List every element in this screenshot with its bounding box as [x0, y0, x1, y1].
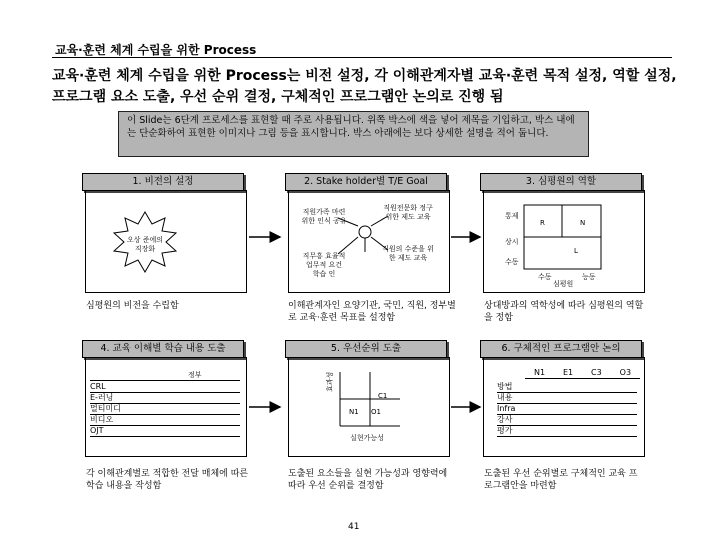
step4-header: 4. 교육 이해별 학습 내용 도출 [82, 340, 244, 358]
step4-desc: 각 이해관계별로 적합한 전달 매체에 따른 학습 내용을 작성함 [86, 469, 249, 491]
step2-header: 2. Stake holder별 T/E Goal [285, 173, 447, 191]
step6-col: C3 [591, 368, 602, 377]
step4-top-rule [90, 380, 240, 381]
step6-row: 강사 [497, 415, 637, 426]
step6-rows [497, 382, 637, 437]
step3-label-top: 통제 [505, 212, 519, 220]
step4-rows [90, 382, 240, 437]
step5-cell-o1: O1 [371, 408, 381, 416]
step1-desc: 심평원의 비전을 수립함 [86, 301, 179, 311]
step5-x-label: 실현가능성 [350, 434, 384, 442]
step3-label-mid: 상시 [505, 238, 519, 246]
step4-row: 비디오 [90, 415, 240, 426]
step5-header: 5. 우선순위 도출 [285, 340, 447, 358]
step3-desc: 상대방과의 역학성에 따라 심평원의 역할을 정함 [484, 301, 644, 323]
step6-header: 6. 구체적인 프로그램안 논의 [480, 340, 642, 358]
step1-star-text: 오상 준에의 직장화 [126, 236, 164, 253]
step5-desc: 도출된 요소들을 실현 가능성과 영향력에 따라 우선 순위를 결정함 [288, 469, 448, 491]
step5-cell-c1: C1 [378, 392, 388, 400]
step6-desc: 도출된 우선 순위별로 구체적인 교육 프로그램안을 마련함 [484, 469, 638, 491]
step2-node-2: 직원전문화 정구 위한 제도 교육 [383, 204, 433, 221]
step1-panel [85, 190, 247, 293]
step6-row: 방법 [497, 382, 637, 393]
step3-header: 3. 심평원의 역할 [480, 173, 642, 191]
step5-y-label: 효과성 [326, 371, 334, 392]
step3-label-bottom: 수동 [505, 258, 519, 266]
step4-row: E-러닝 [90, 393, 240, 404]
step6-col: O3 [619, 368, 632, 377]
step5-cell-n1: N1 [349, 408, 359, 416]
step2-node-3: 직무흥 효율적 업무적 요건 학습 인 [302, 252, 346, 278]
step6-col: N1 [533, 368, 546, 377]
step6-row: 내용 [497, 393, 637, 404]
note-box: 이 Slide는 6단계 프로세스를 표현할 때 주로 사용됩니다. 위쪽 박스에 색을 넣어 제목을 기입하고, 박스 내에는 단순화하여 표현한 이미지나 그림 등을 표시합니다. 박스 아래에는 보다 상세한 설명을 적어 둡니다. [118, 111, 589, 157]
step4-row: CRL [90, 382, 240, 393]
page-number: 41 [348, 522, 360, 532]
step6-row: Infra [497, 404, 637, 415]
step3-label-l: L [574, 247, 578, 255]
step6-col-heads [525, 368, 640, 379]
step4-col-head: 정부 [188, 371, 202, 379]
step1-header: 1. 비전의 설정 [82, 173, 244, 191]
step3-label-n: N [580, 219, 586, 227]
step2-node-4: 직원의 수준을 위한 제도 교육 [382, 245, 434, 262]
step3-label-center: 심평원 [553, 280, 574, 288]
step3-label-br: 능동 [582, 273, 596, 281]
step3-label-bl: 수동 [538, 273, 552, 281]
step4-row: 멀티미디 [90, 404, 240, 415]
page-title: 교육·훈련 체계 수립을 위한 Process [55, 43, 257, 57]
step3-label-r: R [540, 219, 545, 227]
step2-node-1: 직원가족 마련 위한 인식 공유 [301, 208, 347, 225]
step6-col: E1 [562, 368, 574, 377]
step6-row: 평가 [497, 426, 637, 437]
step2-desc: 이해관계자인 요양기관, 국민, 직원, 정부별로 교육·훈련 목표를 설정함 [288, 301, 456, 323]
step4-row: OJT [90, 426, 240, 437]
headline: 교육·훈련 체계 수립을 위한 Process는 비전 설정, 각 이해관계자별 교육·훈련 목적 설정, 역할 설정, 프로그램 요소 도출, 우선 순위 결정, 구체적인 프로그램안 논의로 진행 됨 [52, 68, 677, 105]
